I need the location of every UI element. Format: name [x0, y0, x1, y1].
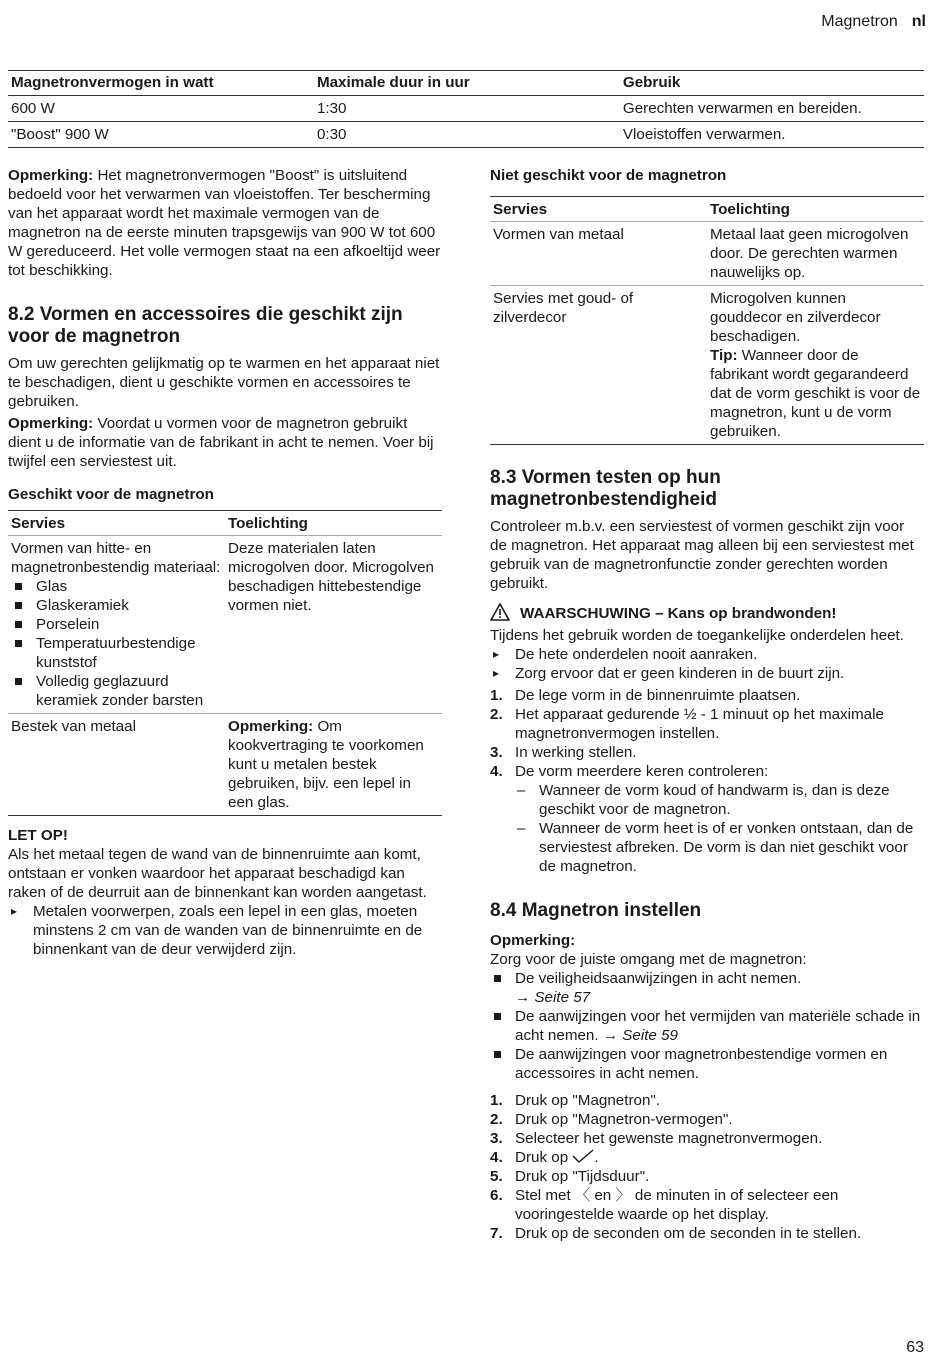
caution-actions [8, 902, 442, 959]
item-text: Vormen van hitte- en magnetronbestendig materiaal: [11, 540, 221, 576]
step-number: 2. [490, 1111, 503, 1128]
set-note-text: Zorg voor de juiste omgang met de magnetron: [490, 951, 807, 968]
list-item: Glas [11, 577, 222, 596]
table-cell: Metaal laat geen microgolven door. De gerechten warmen nauwelijks op. [707, 222, 924, 286]
table-cell: Gerechten verwarmen en bereiden. [620, 96, 924, 122]
note-text: Het magnetronvermogen "Boost" is uitsluitend bedoeld voor het verwarmen van vloeistoffen. Ter bescherming van het apparaat wordt het maximale vermogen van de magnetron na de eerste minuten trapsgewijs van 900 W tot 600 W gereduceerd. Het volle vermogen staat na een afkoeltijd weer tot beschikking. [8, 167, 441, 279]
step-text: In werking stellen. [515, 744, 637, 761]
step-text: Druk op "Magnetron". [515, 1092, 661, 1109]
list-item [490, 1007, 924, 1045]
list-item: De aanwijzingen voor magnetronbestendige vormen en accessoires in acht nemen. [490, 1045, 924, 1083]
table-cell [8, 536, 225, 714]
list-item: Volledig geglazuurd keramiek zonder barsten [11, 672, 222, 710]
table-header: Servies [490, 197, 707, 222]
table-cell: 1:30 [314, 96, 620, 122]
step-text: Selecteer het gewenste magnetronvermogen. [515, 1130, 823, 1147]
list-item [490, 743, 924, 762]
note-label: Opmerking: [228, 718, 314, 735]
step-number: 1. [490, 687, 503, 704]
checkmark-icon [572, 1149, 594, 1166]
note-label: Opmerking: [8, 167, 94, 184]
material-list [11, 577, 222, 710]
step-text: De vorm meerdere keren controleren: [515, 763, 769, 780]
table-cell: Deze materialen laten microgolven door. Microgolven beschadigen hittebestendige vormen niet. [225, 536, 442, 714]
boost-note [8, 166, 442, 280]
arrow-right-icon: → [602, 1027, 619, 1044]
power-table-header: Gebruik [620, 71, 924, 96]
note-text: Om kookvertraging te voorkomen kunt u metalen bestek gebruiken, bijv. een lepel in een glas. [228, 718, 424, 811]
table-row [490, 222, 924, 286]
test-intro: Controleer m.b.v. een serviestest of vormen geschikt zijn voor de magnetron. Het apparaat mag alleen bij een serviestest met gebruik van de magnetronfunctie zonder gerechten worden gebruikt. [490, 518, 914, 592]
power-table-header: Maximale duur in uur [314, 71, 620, 96]
cookware-note [8, 414, 442, 471]
unsuitable-table-title: Niet geschikt voor de magnetron [490, 167, 727, 184]
list-item: Glaskeramiek [11, 596, 222, 615]
suitable-table-title: Geschikt voor de magnetron [8, 486, 214, 503]
page-reference[interactable]: Seite 59 [622, 1027, 678, 1044]
table-cell: 0:30 [314, 122, 620, 148]
list-item: – Wanneer de vorm koud of handwarm is, dan is deze geschikt voor de magnetron. [515, 781, 924, 819]
list-item [490, 1091, 924, 1110]
step-number: 4. [490, 763, 503, 780]
table-row [8, 536, 442, 714]
list-item [490, 1224, 924, 1243]
set-steps [490, 1091, 924, 1243]
section-title-8-2: 8.2 Vormen en accessoires die geschikt zijn voor de magnetron [8, 304, 403, 347]
tip-label: Tip: [710, 347, 738, 364]
suitable-table [8, 510, 442, 816]
chevron-right-icon: 〉 [615, 1187, 631, 1204]
left-column [8, 166, 442, 959]
list-item [490, 686, 924, 705]
caution-text: Als het metaal tegen de wand van de binnenruimte aan komt, ontstaan er vonken waardoor het apparaat beschadigd kan raken of de deurruit aan de binnenkant kan worden aangetast. [8, 846, 427, 901]
section-title-8-4: 8.4 Magnetron instellen [490, 900, 702, 921]
table-cell: Vloeistoffen verwarmen. [620, 122, 924, 148]
warning-triangle-icon [490, 603, 510, 626]
list-item: ▸ De hete onderdelen nooit aanraken. [490, 645, 924, 664]
table-cell: Bestek van metaal [8, 714, 225, 816]
step-number: 6. [490, 1187, 503, 1204]
step-text: Het apparaat gedurende ½ - 1 minuut op het maximale magnetronvermogen instellen. [515, 706, 884, 742]
bullet-text: De aanwijzingen voor het vermijden van materiële schade in acht nemen. [515, 1008, 921, 1044]
list-item: – Wanneer de vorm heet is of er vonken ontstaan, dan de serviestest afbreken. De vorm is dan niet geschikt voor de magnetron. [515, 819, 924, 876]
list-item [490, 1148, 924, 1167]
step-text: Druk op de seconden om de seconden in te stellen. [515, 1225, 862, 1242]
power-table-header: Magnetronvermogen in watt [8, 71, 314, 96]
table-cell: Vormen van metaal [490, 222, 707, 286]
note-text: Voordat u vormen voor de magnetron gebruikt dient u de informatie van de fabrikant in acht te nemen. Voer bij twijfel een serviestest uit. [8, 415, 434, 470]
list-item [490, 969, 924, 1007]
header-section: Magnetron [821, 13, 898, 30]
table-row [8, 96, 924, 122]
list-item [490, 1167, 924, 1186]
warning-title-text: WAARSCHUWING – Kans op brandwonden! [520, 605, 837, 622]
list-item [490, 705, 924, 743]
list-item [490, 1129, 924, 1148]
tip [710, 346, 921, 441]
step-number: 2. [490, 706, 503, 723]
right-column [490, 166, 924, 1243]
page-reference[interactable]: Seite 57 [534, 989, 591, 1006]
list-item [490, 762, 924, 876]
header-language: nl [911, 13, 926, 30]
power-table [8, 70, 924, 148]
caution-title: LET OP! [8, 827, 68, 844]
step-text: en [590, 1187, 616, 1204]
table-cell [225, 714, 442, 816]
note-text: Microgolven kunnen gouddecor en zilverdecor beschadigen. [710, 290, 881, 345]
step-text: . [594, 1149, 599, 1166]
table-cell: "Boost" 900 W [8, 122, 314, 148]
step-text: Stel met [515, 1187, 575, 1204]
table-row [490, 286, 924, 445]
list-item: Temperatuurbestendige kunststof [11, 634, 222, 672]
step-text: Druk op "Magnetron-vermogen". [515, 1111, 733, 1128]
note-label: Opmerking: [8, 415, 94, 432]
step-number: 1. [490, 1092, 503, 1109]
step-text: de minuten in of selecteer een vooringestelde waarde op het display. [515, 1187, 839, 1223]
step-number: 5. [490, 1168, 503, 1185]
warning-actions [490, 645, 924, 683]
table-cell: Servies met goud- of zilverdecor [490, 286, 707, 445]
table-cell: 600 W [8, 96, 314, 122]
step-text: Druk op [515, 1149, 573, 1166]
list-item [490, 1110, 924, 1129]
test-steps [490, 686, 924, 876]
section-intro: Om uw gerechten gelijkmatig op te warmen en het apparaat niet te beschadigen, dient u geschikte vormen en accessoires te gebruiken. [8, 355, 440, 410]
table-row [8, 714, 442, 816]
bullet-text: De veiligheidsaanwijzingen in acht nemen. [515, 970, 802, 987]
section-title-8-3: 8.3 Vormen testen op hun magnetronbestendigheid [490, 467, 721, 510]
page-number: 63 [906, 1339, 924, 1356]
step-text: Druk op "Tijdsduur". [515, 1168, 650, 1185]
tip-text: Wanneer door de fabrikant wordt gegarandeerd dat de vorm geschikt is voor de magnetron, kunt u de vorm gebruiken. [710, 347, 921, 440]
set-bullets [490, 969, 924, 1083]
list-item [490, 1186, 924, 1224]
warning-title [490, 603, 924, 626]
table-header: Servies [8, 511, 225, 536]
step-number: 4. [490, 1149, 503, 1166]
warning-text: Tijdens het gebruik worden de toegankelijke onderdelen heet. [490, 627, 904, 644]
step-text: De lege vorm in de binnenruimte plaatsen. [515, 687, 801, 704]
arrow-right-icon: → [515, 989, 531, 1006]
unsuitable-table [490, 196, 924, 445]
list-item: Porselein [11, 615, 222, 634]
table-header: Toelichting [707, 197, 924, 222]
table-header: Toelichting [225, 511, 442, 536]
page-header [821, 12, 926, 31]
table-cell [707, 286, 924, 445]
step-number: 3. [490, 1130, 503, 1147]
table-row [8, 122, 924, 148]
test-substeps [515, 781, 924, 876]
chevron-left-icon: 〈 [574, 1187, 591, 1204]
step-number: 7. [490, 1225, 503, 1242]
list-item: ▸ Metalen voorwerpen, zoals een lepel in een glas, moeten minstens 2 cm van de wanden van de binnenruimte en de binnenkant van de deur verwijderd zijn. [8, 902, 442, 959]
set-note-label: Opmerking: [490, 932, 576, 949]
list-item: ▸ Zorg ervoor dat er geen kinderen in de buurt zijn. [490, 664, 924, 683]
step-number: 3. [490, 744, 503, 761]
